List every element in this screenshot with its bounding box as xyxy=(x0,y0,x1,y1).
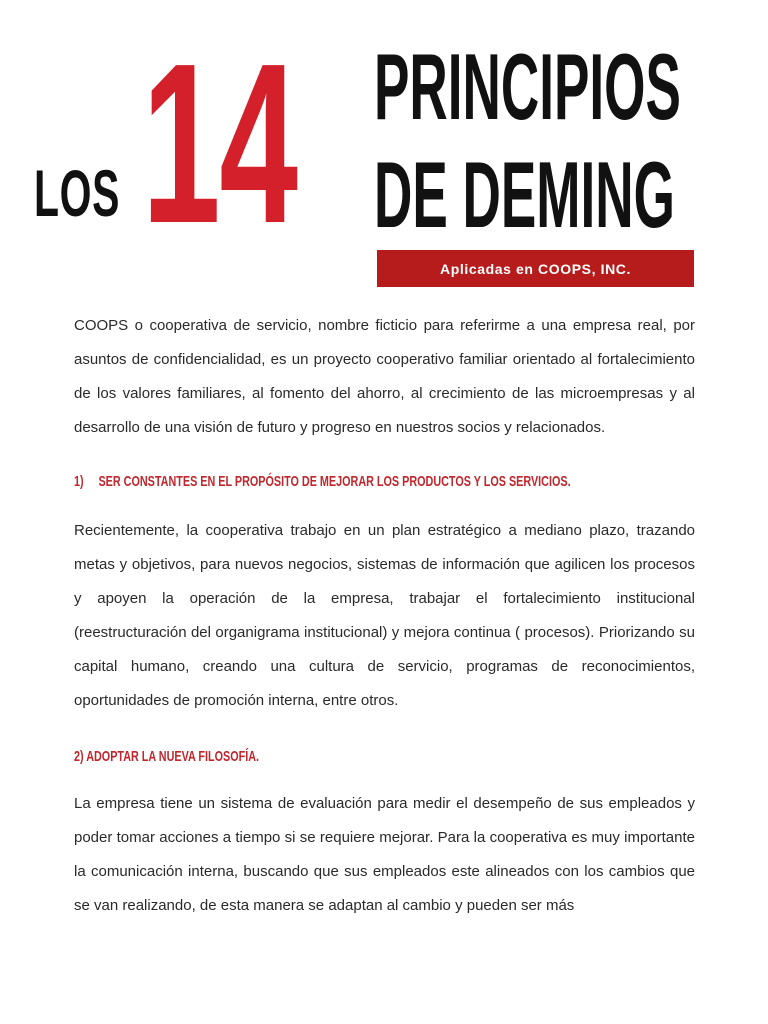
subtitle-text: Aplicadas en COOPS, INC. xyxy=(440,260,631,277)
section-2-heading: 2) ADOPTAR LA NUEVA FILOSOFÍA. xyxy=(74,748,260,765)
title-number: 14 xyxy=(142,17,297,271)
intro-paragraph: COOPS o cooperativa de servicio, nombre ficticio para referirme a una empresa real, por asuntos de confidencialidad, es un proyecto cooperativo familiar orientado al fortalecimiento de los valores familiares, al fomento del ahorro, al crecimiento de las microempresas y al desarrollo de una visión de futuro y progreso en nuestros socios y relacionados. xyxy=(74,317,695,436)
title-prefix: LOS xyxy=(34,156,120,230)
document-body xyxy=(74,309,695,923)
section-1-heading-text: SER CONSTANTES EN EL PROPÓSITO DE MEJORAR LOS PRODUCTOS Y LOS SERVICIOS. xyxy=(98,473,571,490)
title-line-1: PRINCIPIOS xyxy=(374,34,681,139)
section-2-paragraph: La empresa tiene un sistema de evaluación para medir el desempeño de sus empleados y poder tomar acciones a tiempo si se requiere mejorar. Para la cooperativa es muy importante la comunicación interna, buscando que sus empleados este alineados con los cambios que se van realizando, de esta manera se adaptan al cambio y pueden ser más xyxy=(74,795,695,914)
title-line-2: DE DEMING xyxy=(374,142,675,247)
section-1-paragraph: Recientemente, la cooperativa trabajo en un plan estratégico a mediano plazo, trazando metas y objetivos, para nuevos negocios, sistemas de información que agilicen los procesos y apoyen la operación de la empresa, trabajar el fortalecimiento institucional (reestructuración del organigrama institucional) y mejora continua ( procesos). Priorizando su capital humano, creando una cultura de servicio, programas de reconocimientos, oportunidades de promoción interna, entre otros. xyxy=(74,522,695,709)
subtitle-bar xyxy=(377,250,694,287)
section-1-heading xyxy=(74,472,571,492)
section-1-number: 1) xyxy=(74,473,84,490)
